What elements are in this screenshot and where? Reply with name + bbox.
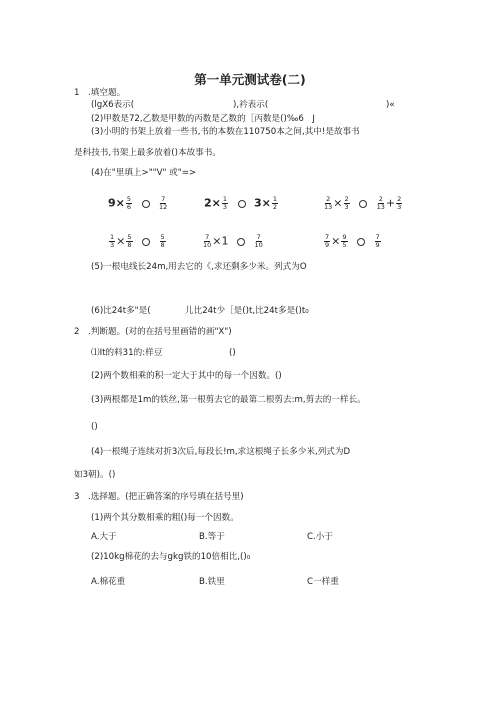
s2-q2: (2)两个数相乘的积一定大于其中的每一个因数。() [91,371,282,381]
s2-q3-answer-bracket[interactable]: () [91,422,98,432]
s3-q1: (1)两个其分数相乘的粗()每一个因数。 [91,513,239,523]
compare-circle-blank[interactable] [237,238,245,246]
compare-circle-blank[interactable] [238,200,246,208]
s3-q2-option-b[interactable]: B.铁里 [199,577,225,587]
s2-q4-line2: 如3朝)。() [74,470,116,480]
s1-q5: (5)一根电线长24m,用去它的《,求还剩多少米。列式为O [91,262,307,272]
s1-q3-line1: (3)小明的书架上放着一些书,书的本数在110750本之间,其中!是故事书 [91,127,360,137]
compare-5: $\frac{7}{10}$ ×1 $\frac{7}{10}$ [203,233,263,249]
s2-q1-text: ⑴It的料31的:样豆 [91,348,163,358]
s1-q1-part-a: (lgX6表示( [91,100,135,110]
compare-4: $\frac{1}{3}$ × $\frac{5}{8}$ $\frac{5}{8}$ [110,233,165,249]
s1-q4: (4)在"里填上>""V" 或"=> [91,168,197,178]
s2-q1-answer-bracket[interactable]: () [229,348,236,358]
compare-circle-blank[interactable] [142,238,150,246]
section-3-heading: 3 .选择题。(把正确答案的序号填在括号里) [74,492,244,502]
s3-q2-option-a[interactable]: A.棉花重 [91,577,126,587]
s3-q1-option-b[interactable]: B.等于 [199,532,225,542]
s2-q4-line1: (4)一根绳子连续对折3次后,每段长!m,求这根绳子长多少米,列式为D [91,447,351,457]
compare-3: $\frac{2}{13}$ × $\frac{2}{3}$ $\frac{2}{13}$ + $\frac{2}{3}$ [324,195,402,211]
s3-q1-option-c[interactable]: C.小于 [307,532,333,542]
s1-q2: (2)甲数是72,乙数是甲数的丙数是乙数的［丙数是()‰6 J [91,114,315,124]
s1-q6-part-b: 儿比24t少［是()t,比24t多是()t₀ [185,306,309,316]
s1-q1-part-b: ),衿表示( [233,100,269,110]
s1-q3-line2: 是科技书,书架上最多放着()本故事书。 [74,148,221,158]
s3-q2-option-c[interactable]: C一样重 [307,577,339,587]
section-1-heading: 1 .填空题。 [74,88,126,98]
compare-1: 9× $\frac{5}{6}$ $\frac{7}{12}$ [108,195,168,211]
s3-q1-option-a[interactable]: A.大于 [91,532,117,542]
compare-circle-blank[interactable] [357,238,365,246]
s3-q2: (2)10kg棉花的去与gkg铁的10倍相比,()₀ [91,552,251,562]
s1-q6-part-a: (6)比24t多"是( [91,306,151,316]
compare-circle-blank[interactable] [142,200,150,208]
compare-2: 2× $\frac{1}{3}$ 3× $\frac{1}{2}$ [204,195,278,211]
compare-circle-blank[interactable] [359,200,367,208]
section-2-heading: 2 .判断题。(对的在括号里画错的画"X") [74,327,232,337]
s2-q3: (3)两根都是1m的铁丝,第一根剪去它的最第二根剪去:m,剪去的一样长。 [91,395,366,405]
compare-6: $\frac{7}{9}$ × $\frac{9}{5}$ $\frac{7}{9}$ [325,233,380,249]
page-title: 第一单元测试卷(二) [194,72,306,87]
s1-q1-part-c: )« [386,100,395,110]
